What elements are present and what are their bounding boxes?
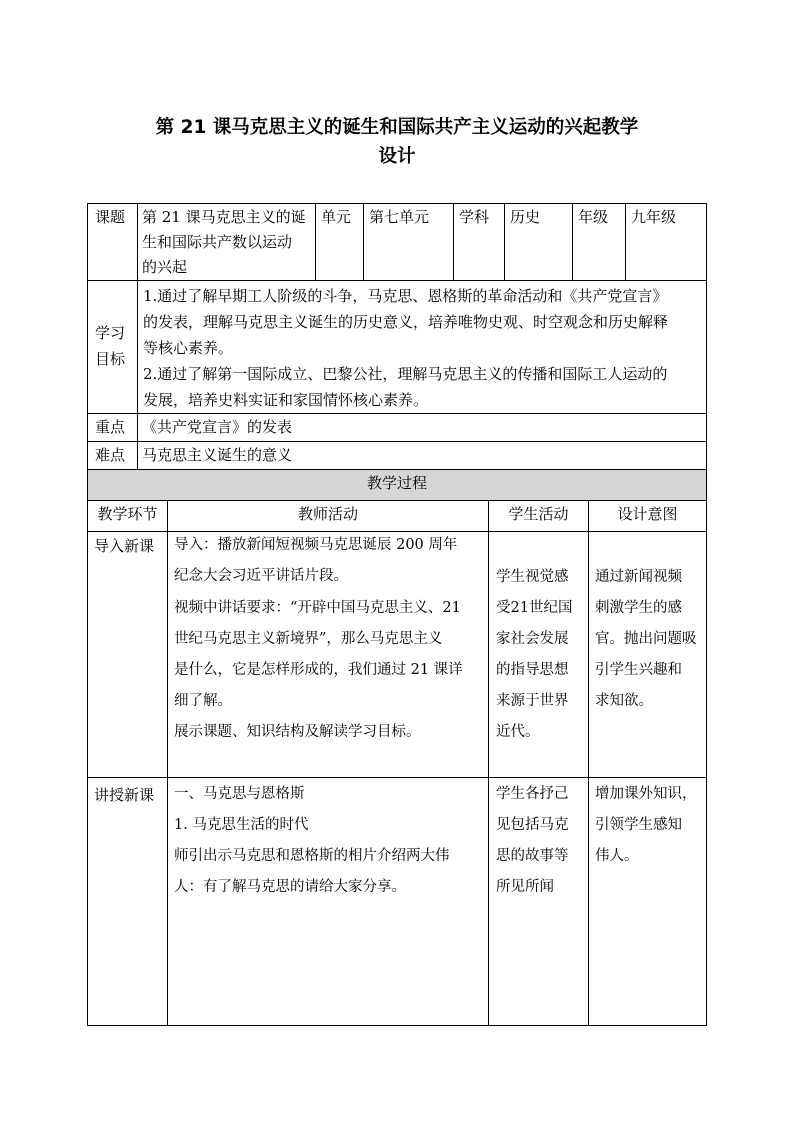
table-line-after-key-point xyxy=(87,441,707,442)
document-title-line-2: 设计 xyxy=(378,146,416,167)
row-stage: 讲授新课 xyxy=(94,786,155,804)
table-border-top xyxy=(87,203,707,204)
teacher-line: 纪念大会习近平讲话片段。 xyxy=(174,568,348,584)
table-line-after-info xyxy=(87,280,707,281)
course-title-line: 生和国际共产数以运动 xyxy=(142,233,293,251)
unit-label: 单元 xyxy=(321,208,352,226)
table-line-after-difficult-point xyxy=(87,469,707,470)
subject-label: 学科 xyxy=(459,208,490,226)
intent-line: 刺激学生的感 xyxy=(595,600,682,616)
course-label: 课题 xyxy=(95,208,126,226)
student-line: 的指导思想 xyxy=(496,662,569,678)
column-header-stage: 教学环节 xyxy=(97,505,158,523)
intent-line: 官。抛出问题吸 xyxy=(595,631,697,647)
student-line: 见包括马克 xyxy=(496,817,569,833)
student-line: 受21世纪国 xyxy=(496,600,573,616)
difficult-point-value: 马克思主义诞生的意义 xyxy=(142,446,293,464)
unit-value: 第七单元 xyxy=(369,208,430,226)
objectives-line: 1.通过了解早期工人阶级的斗争，马克思、恩格斯的革命活动和《共产党宣言》 xyxy=(143,287,668,305)
key-point-value: 《共产党宣言》的发表 xyxy=(142,418,293,436)
intent-line: 伟人。 xyxy=(595,848,639,864)
student-line: 学生视觉感 xyxy=(496,569,569,585)
course-title-line: 的兴起 xyxy=(142,258,188,276)
table-border-right xyxy=(706,203,707,1026)
teacher-line: 视频中讲话要求：“开辟中国马克思主义、21 xyxy=(174,600,461,616)
table-line-after-columns xyxy=(87,531,707,532)
table-line-info-5 xyxy=(572,203,573,281)
course-title-line: 第 21 课马克思主义的诞 xyxy=(142,208,306,226)
table-border-bottom xyxy=(87,1025,707,1026)
student-line: 所见所闻 xyxy=(496,879,554,895)
student-line: 学生各抒己 xyxy=(496,786,569,802)
objectives-label-line: 目标 xyxy=(95,350,126,368)
table-border-left xyxy=(87,203,88,1026)
intent-line: 通过新闻视频 xyxy=(595,569,682,585)
teacher-line: 师引出示马克思和恩格斯的相片介绍两大伟 xyxy=(174,848,450,864)
key-point-label: 重点 xyxy=(95,418,126,436)
subject-value: 历史 xyxy=(510,208,541,226)
table-line-info-3 xyxy=(453,203,454,281)
table-line-label-column xyxy=(137,203,138,470)
teacher-line: 1. 马克思生活的时代 xyxy=(174,817,309,833)
intent-line: 求知欲。 xyxy=(595,693,653,709)
teacher-line: 是什么，它是怎样形成的，我们通过 21 课详 xyxy=(174,662,463,678)
difficult-point-label: 难点 xyxy=(95,446,126,464)
table-line-after-process-header xyxy=(87,500,707,501)
intent-line: 引领学生感知 xyxy=(595,817,682,833)
teacher-line: 一、马克思与恩格斯 xyxy=(174,786,305,802)
column-header-intent: 设计意图 xyxy=(617,505,678,523)
intent-line: 增加课外知识， xyxy=(595,786,697,802)
document-title-line-1: 第 21 课马克思主义的诞生和国际共产主义运动的兴起教学 xyxy=(155,117,639,138)
table-line-process-1 xyxy=(167,500,168,1026)
process-header: 教学过程 xyxy=(366,474,427,492)
column-header-teacher: 教师活动 xyxy=(297,505,358,523)
student-line: 思的故事等 xyxy=(496,848,569,864)
table-line-process-3 xyxy=(588,500,589,1026)
student-line: 家社会发展 xyxy=(496,631,569,647)
objectives-line: 的发表，理解马克思主义诞生的历史意义，培养唯物史观、时空观念和历史解释 xyxy=(143,313,669,331)
table-line-after-objectives xyxy=(87,413,707,414)
grade-value: 九年级 xyxy=(631,208,677,226)
objectives-label-line: 学习 xyxy=(95,324,126,342)
student-line: 来源于世界 xyxy=(496,693,569,709)
table-line-process-2 xyxy=(488,500,489,1026)
teacher-line: 细了解。 xyxy=(174,693,232,709)
intent-line: 引学生兴趣和 xyxy=(595,662,682,678)
student-line: 近代。 xyxy=(496,724,540,740)
column-header-student: 学生活动 xyxy=(508,505,569,523)
objectives-line: 2.通过了解第一国际成立、巴黎公社，理解马克思主义的传播和国际工人运动的 xyxy=(143,365,668,383)
objectives-line: 发展，培养史料实证和家国情怀核心素养。 xyxy=(143,391,429,409)
teacher-line: 世纪马克思主义新境界”，那么马克思主义 xyxy=(174,631,443,647)
teacher-line: 展示课题、知识结构及解读学习目标。 xyxy=(174,724,421,740)
row-stage: 导入新课 xyxy=(94,537,155,555)
grade-label: 年级 xyxy=(578,208,609,226)
table-line-info-1 xyxy=(315,203,316,281)
objectives-line: 等核心素养。 xyxy=(143,339,234,357)
table-line-info-2 xyxy=(363,203,364,281)
table-line-info-4 xyxy=(504,203,505,281)
table-line-info-6 xyxy=(625,203,626,281)
document-title xyxy=(0,113,794,171)
teacher-line: 人：有了解马克思的请给大家分享。 xyxy=(174,879,406,895)
teacher-line: 导入：播放新闻短视频马克思诞辰 200 周年 xyxy=(174,537,458,553)
table-line-after-row-1 xyxy=(87,777,707,778)
